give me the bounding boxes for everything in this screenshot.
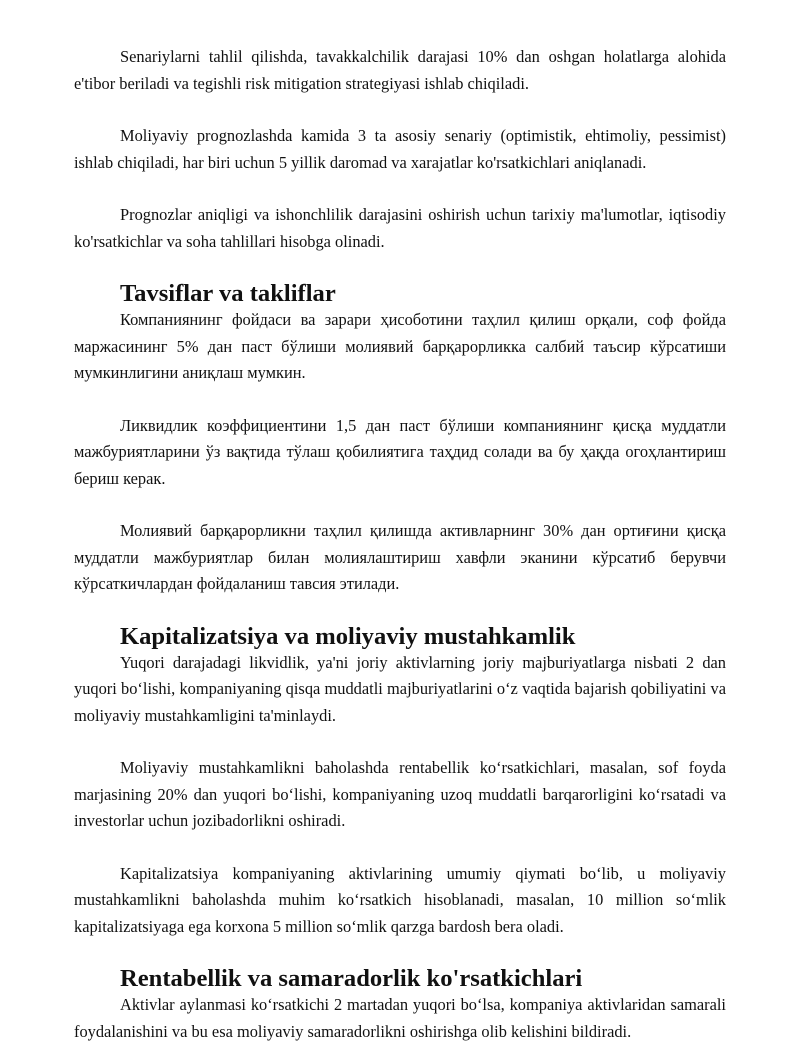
paragraph-forecast-accuracy: Prognozlar aniqligi va ishonchlilik darajasini oshirish uchun tarixiy ma'lumotlar, iqtisodiy ko'rsatkichlar va soha tahlillari hisobga olinadi. xyxy=(74,205,726,251)
paragraph-capitalization-value: Kapitalizatsiya kompaniyaning aktivlarining umumiy qiymati boʻlib, u moliyaviy mustahkamlikni baholashda muhim koʻrsatkich hisoblanadi, masalan, 10 million soʻmlik kapitalizatsiyaga ega korxona 5 million soʻmlik qarzga bardosh bera oladi. xyxy=(74,863,726,936)
section-heading-recommendations: Tavsiflar va takliflar xyxy=(120,280,336,307)
paragraph-forecast-scenarios: Moliyaviy prognozlashda kamida 3 ta asosiy senariy (optimistik, ehtimoliy, pessimist) ishlab chiqiladi, har biri uchun 5 yillik daromad va xarajatlar ko'rsatkichlari aniqlanadi. xyxy=(74,126,726,172)
section-heading-capitalization: Kapitalizatsiya va moliyaviy mustahkamlik xyxy=(120,622,576,650)
paragraph-financial-stability: Молиявий барқарорликни таҳлил қилишда активларнинг 30% дан ортиғини қисқа муддатли мажбуриятлар билан молиялаштириш хавфли эканини кўрсатиб берувчи кўрсаткичлардан фойдаланиш тавсия этилади. xyxy=(74,521,726,593)
paragraph-high-liquidity: Yuqori darajadagi likvidlik, ya'ni joriy aktivlarning joriy majburiyatlarga nisbati 2 dan yuqori boʻlishi, kompaniyaning qisqa muddatli majburiyatlarini oʻz vaqtida bajarish qobiliyatini va moliyaviy mustahkamligini ta'minlaydi. xyxy=(74,652,726,725)
section-heading-profitability: Rentabellik va samaradorlik ko'rsatkichlari xyxy=(120,965,583,992)
paragraph-liquidity-ratio: Ликвидлик коэффициентини 1,5 дан паст бўлиши компаниянинг қисқа муддатли мажбуриятларини ўз вақтида тўлаш қобилиятига таҳдид солади ва бу ҳақда огоҳлантириш бериш керак. xyxy=(74,415,726,488)
paragraph-profit-margin: Компаниянинг фойдаси ва зарари ҳисоботини таҳлил қилиш орқали, соф фойда маржасининг 5% дан паст бўлиши молиявий барқарорликка салбий таъсир кўрсатиши мумкинлигини аниқлаш мумкин. xyxy=(74,310,726,382)
paragraph-asset-turnover: Aktivlar aylanmasi koʻrsatkichi 2 martadan yuqori boʻlsa, kompaniya aktivlaridan samarali foydalanishini va bu esa moliyaviy samaradorlikni oshirishga olib kelishini bildiradi. xyxy=(74,995,726,1041)
paragraph-scenario-risk: Senariylarni tahlil qilishda, tavakkalchilik darajasi 10% dan oshgan holatlarga alohida e'tibor beriladi va tegishli risk mitigation strategiyasi ishlab chiqiladi. xyxy=(74,47,726,93)
paragraph-profitability-indicators: Moliyaviy mustahkamlikni baholashda rentabellik koʻrsatkichlari, masalan, sof foyda marjasining 20% dan yuqori boʻlishi, kompaniyaning uzoq muddatli barqarorligini koʻrsatadi va investorlar uchun jozibadorlikni oshiradi. xyxy=(74,758,726,830)
